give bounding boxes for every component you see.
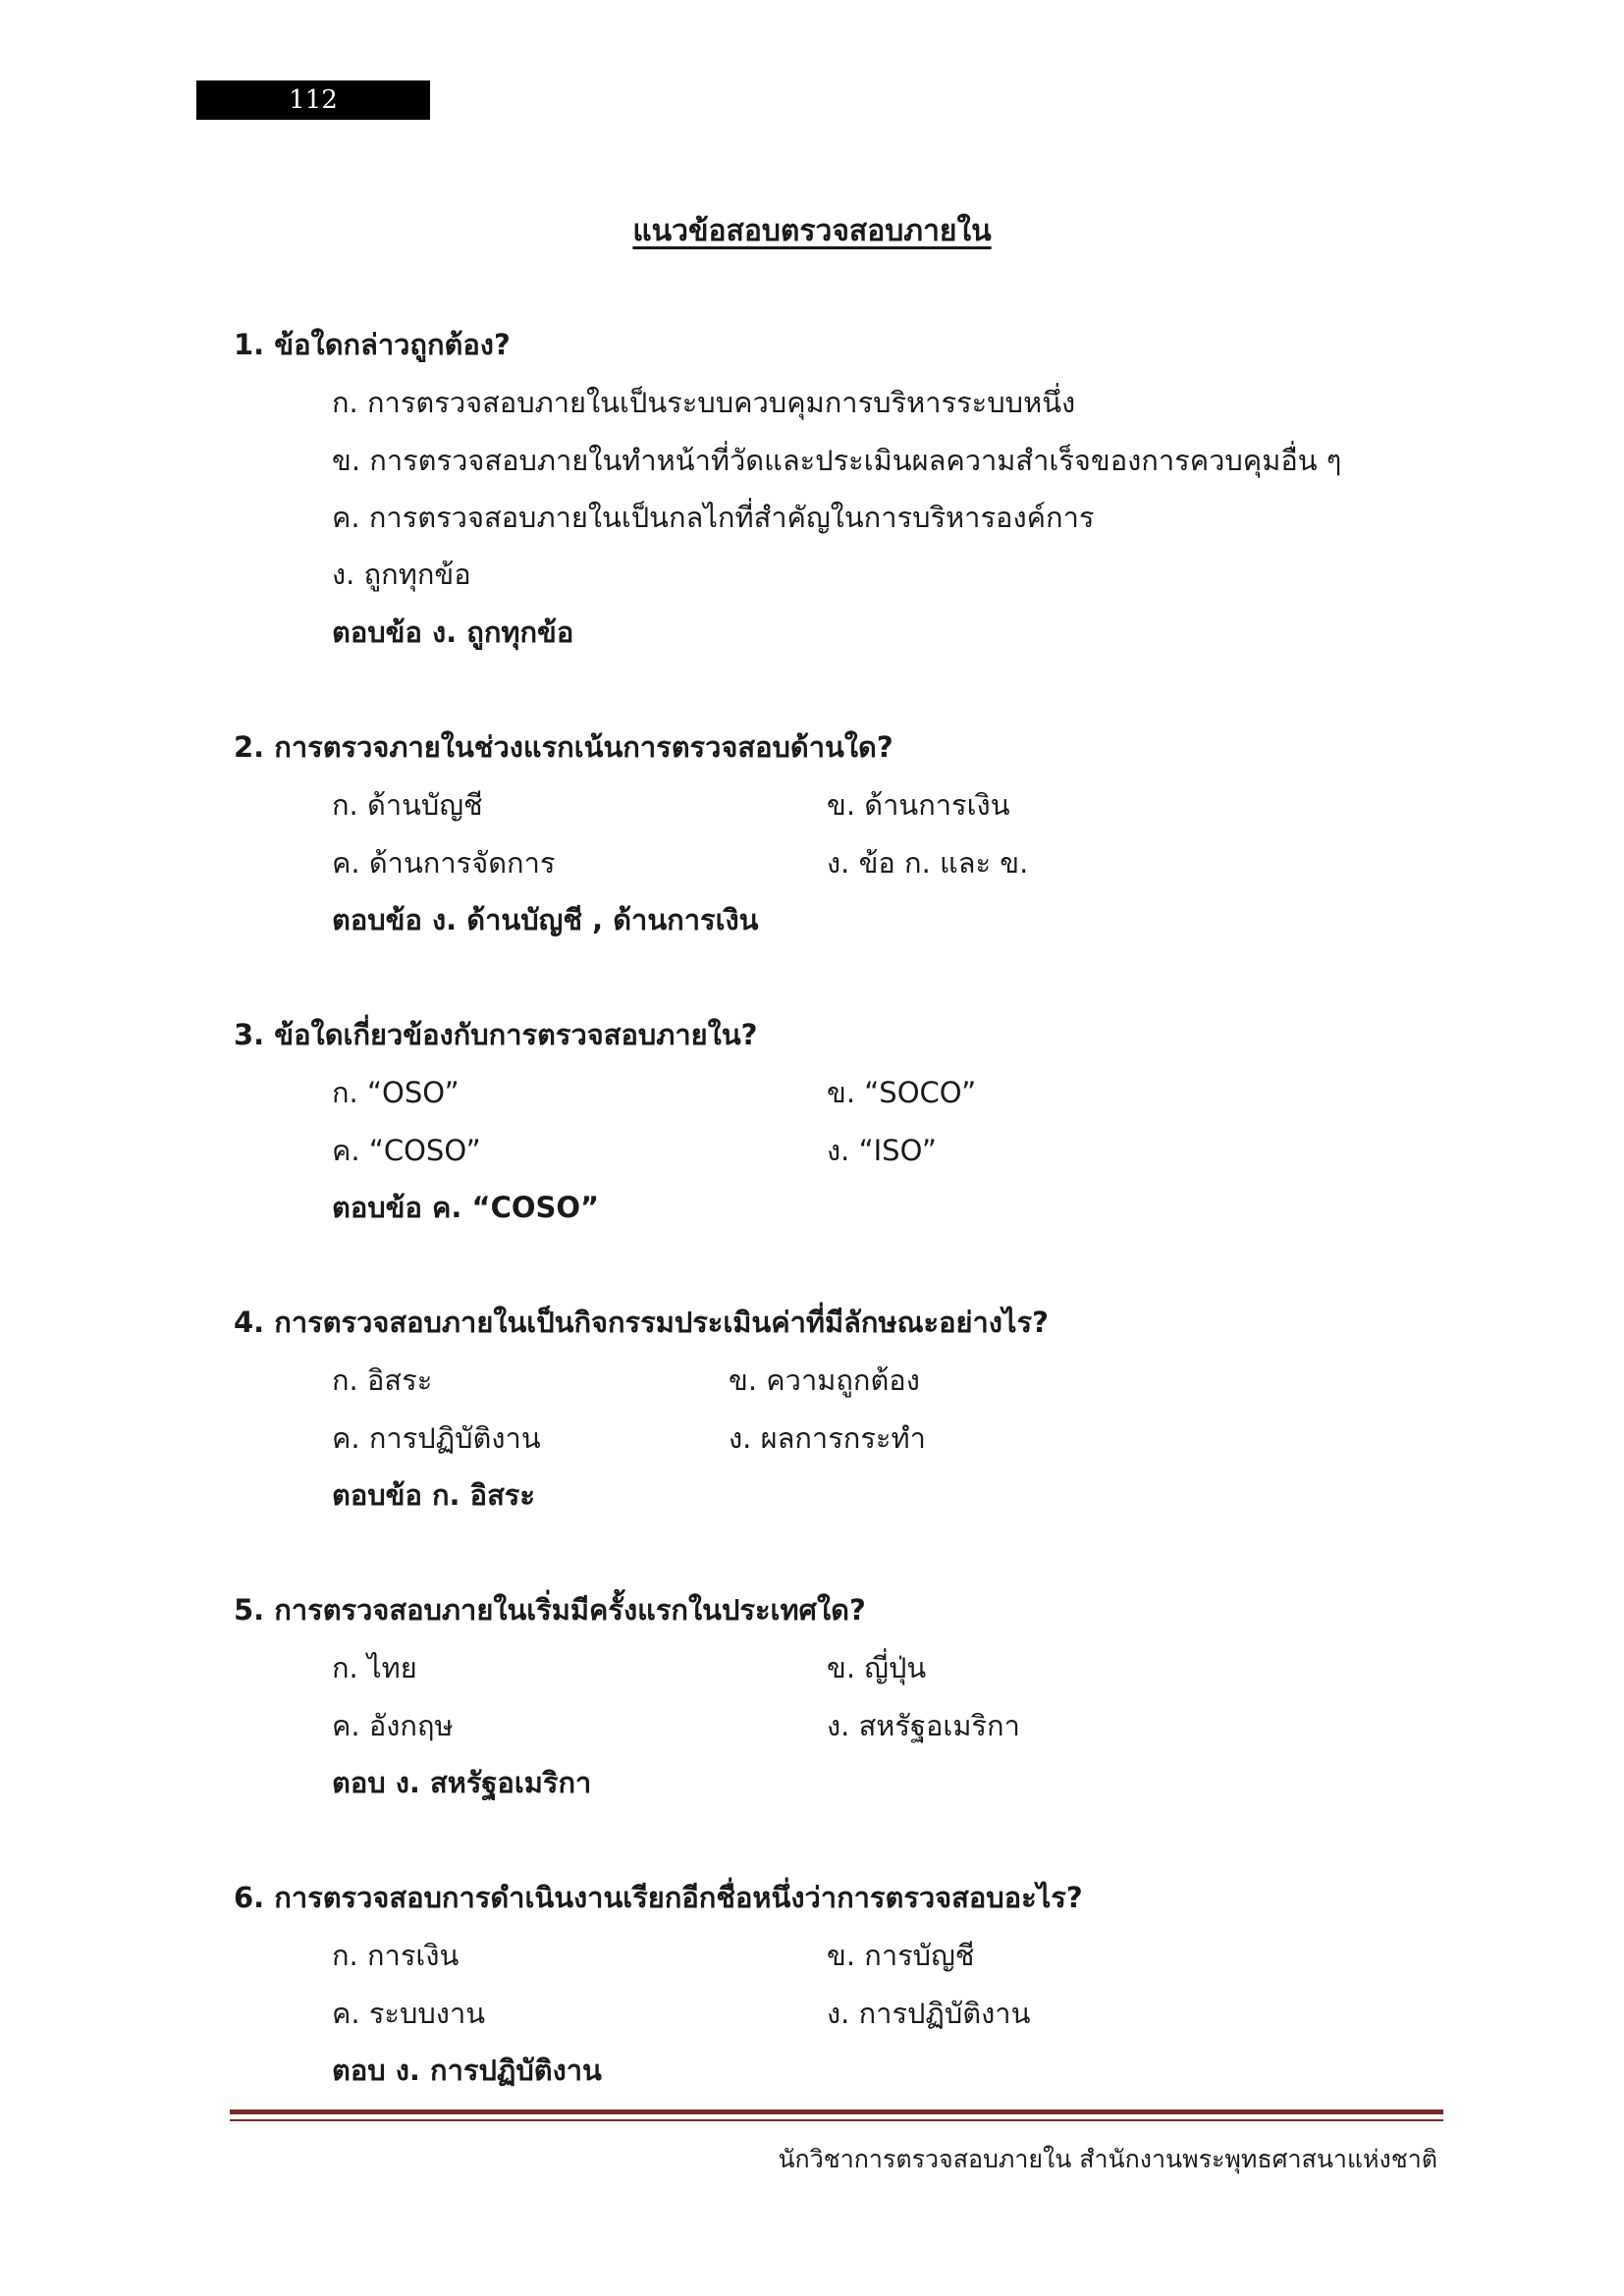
q6-option-c: ค. ระบบงาน (332, 1997, 486, 2030)
q3-option-a: ก. “OSO” (332, 1076, 460, 1109)
q3-option-d: ง. “ISO” (827, 1134, 937, 1167)
q6-option-a: ก. การเงิน (332, 1939, 460, 1972)
q1-option-c: ค. การตรวจสอบภายในเป็นกลไกที่สำคัญในการบริหารองค์การ (332, 501, 1095, 534)
q1-option-a: ก. การตรวจสอบภายในเป็นระบบควบคุมการบริหารระบบหนึ่ง (332, 386, 1076, 419)
q5-option-d: ง. สหรัฐอเมริกา (827, 1709, 1020, 1742)
footer-text: นักวิชาการตรวจสอบภายใน สำนักงานพระพุทธศาสนาแห่งชาติ (778, 2145, 1437, 2173)
q4-option-d: ง. ผลการกระทำ (729, 1421, 926, 1455)
q6-option-d: ง. การปฏิบัติงาน (827, 1997, 1031, 2030)
q1-option-d: ง. ถูกทุกข้อ (332, 558, 471, 591)
q4-option-c: ค. การปฏิบัติงาน (332, 1421, 541, 1455)
q3-option-b: ข. “SOCO” (827, 1076, 977, 1109)
question-1: 1. ข้อใดกล่าวถูกต้อง? (234, 328, 511, 361)
page-number: 112 (196, 80, 430, 120)
q5-option-a: ก. ไทย (332, 1651, 417, 1684)
footer-divider (230, 2109, 1443, 2114)
question-6: 6. การตรวจสอบการดำเนินงานเรียกอีกชื่อหนึ่งว่าการตรวจสอบอะไร? (234, 1881, 1083, 1914)
q2-option-b: ข. ด้านการเงิน (827, 788, 1010, 822)
question-4: 4. การตรวจสอบภายในเป็นกิจกรรมประเมินค่าที่มีลักษณะอย่างไร? (234, 1306, 1049, 1339)
footer-divider-thin (230, 2119, 1443, 2121)
question-5: 5. การตรวจสอบภายในเริ่มมีครั้งแรกในประเทศใด? (234, 1593, 866, 1627)
q1-option-b: ข. การตรวจสอบภายในทำหน้าที่วัดและประเมินผลความสำเร็จของการควบคุมอื่น ๆ (332, 444, 1342, 477)
q4-option-a: ก. อิสระ (332, 1363, 433, 1397)
q5-answer: ตอบ ง. สหรัฐอเมริกา (332, 1766, 592, 1799)
q5-option-b: ข. ญี่ปุ่น (827, 1651, 927, 1684)
question-3: 3. ข้อใดเกี่ยวข้องกับการตรวจสอบภายใน? (234, 1018, 758, 1051)
q1-answer: ตอบข้อ ง. ถูกทุกข้อ (332, 615, 574, 649)
q2-option-d: ง. ข้อ ก. และ ข. (827, 846, 1029, 880)
q5-option-c: ค. อังกฤษ (332, 1709, 454, 1742)
q4-answer: ตอบข้อ ก. อิสระ (332, 1478, 535, 1512)
q3-answer: ตอบข้อ ค. “COSO” (332, 1191, 600, 1224)
q6-answer: ตอบ ง. การปฏิบัติงาน (332, 2054, 602, 2087)
question-2: 2. การตรวจภายในช่วงแรกเน้นการตรวจสอบด้านใด? (234, 730, 893, 764)
page-title: แนวข้อสอบตรวจสอบภายใน (632, 214, 992, 248)
q2-option-c: ค. ด้านการจัดการ (332, 846, 556, 880)
q2-option-a: ก. ด้านบัญชี (332, 788, 483, 822)
q6-option-b: ข. การบัญชี (827, 1939, 975, 1972)
q4-option-b: ข. ความถูกต้อง (729, 1363, 920, 1397)
q2-answer: ตอบข้อ ง. ด้านบัญชี , ด้านการเงิน (332, 903, 759, 936)
q3-option-c: ค. “COSO” (332, 1134, 481, 1167)
